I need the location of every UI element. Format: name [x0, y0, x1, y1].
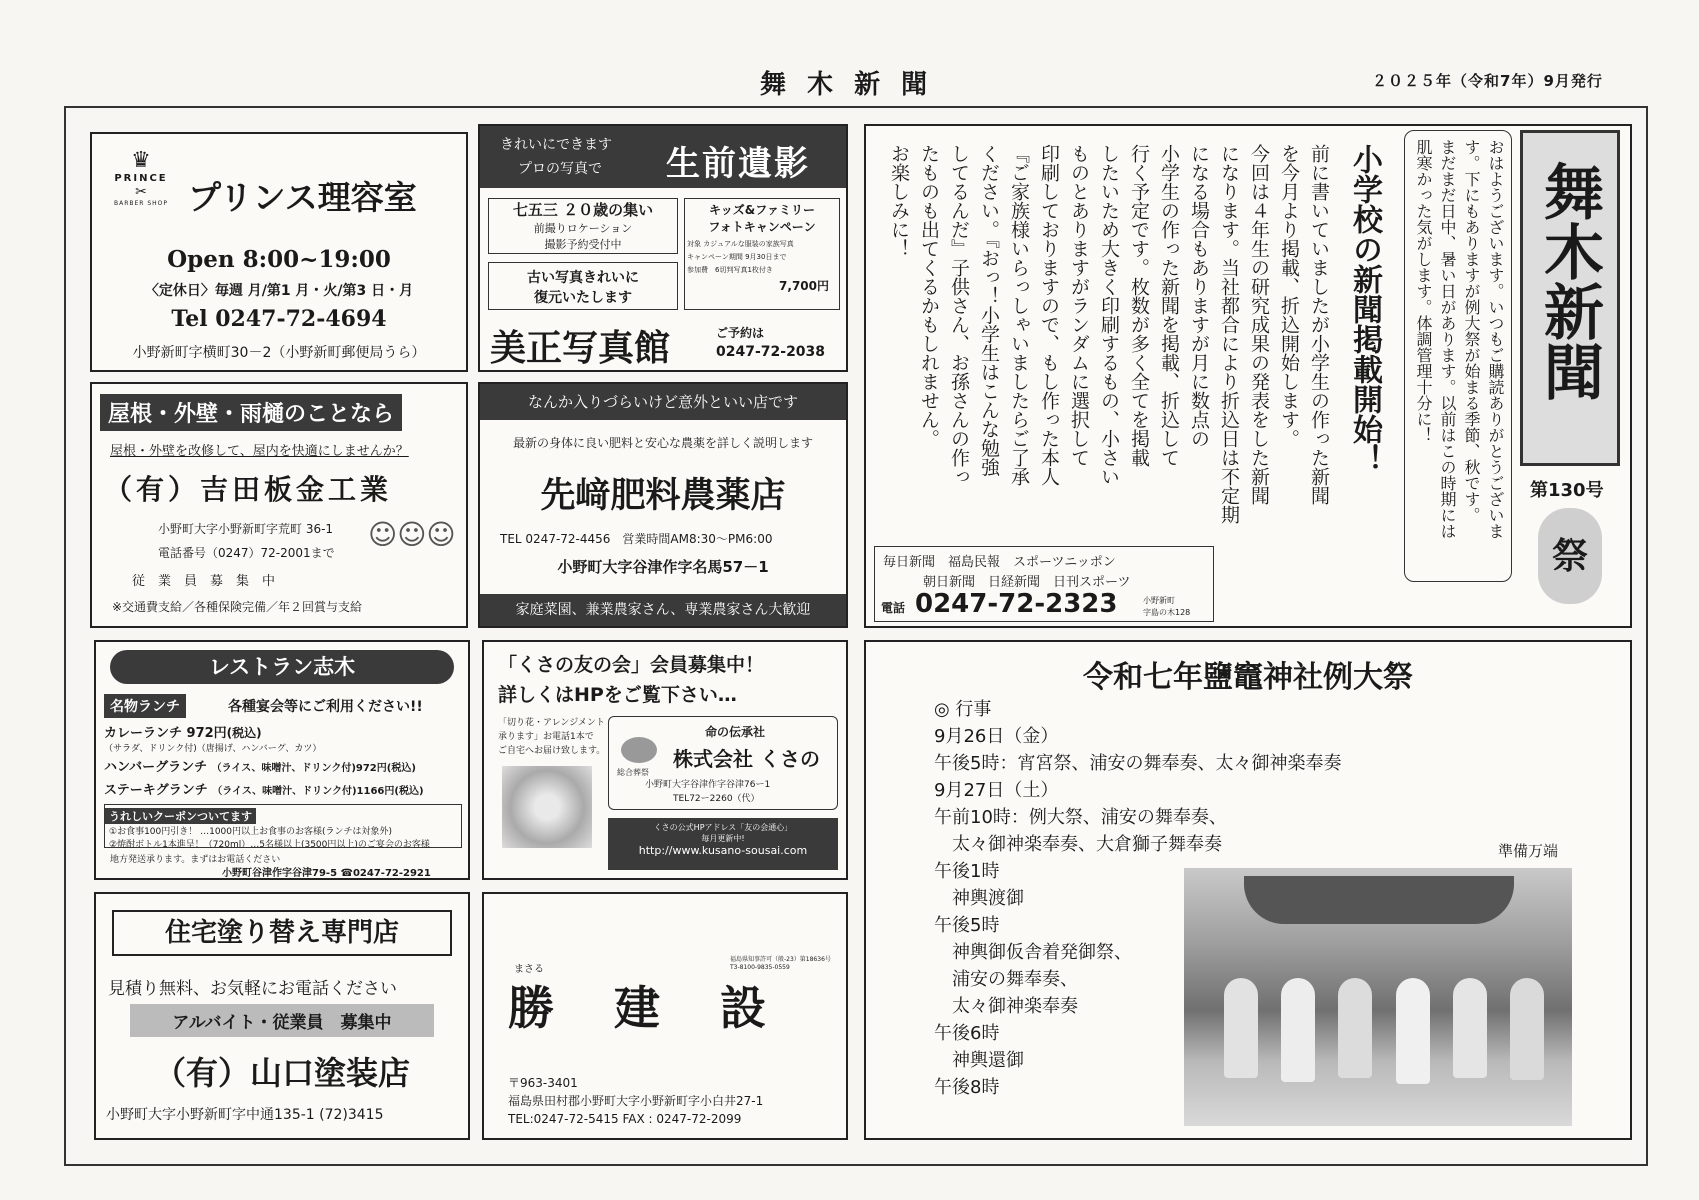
greeting-box: [1404, 130, 1512, 582]
kusano-line2: 詳しくはHPをご覧下さい…: [498, 684, 737, 706]
article-line: になります。当社都合により折込日は不定期: [1218, 144, 1240, 524]
shiki-footer1: 地方発送承ります。まずはお電話ください: [110, 855, 281, 865]
photo-banner: きれいにできます プロの写真で 生前遺影: [480, 126, 846, 188]
kids-box: キッズ&ファミリー フォトキャンペーン 対象 カジュアルな服装の家族写真 キャンペーン期間 9月30日まで 参加費 6切判写真1枚付き 7,700円: [684, 198, 840, 310]
prince-address: 小野新町字横町30－2（小野新町郵便局うら）: [132, 345, 426, 361]
flower-photo: [502, 766, 592, 848]
article-line: 印刷しておりますので、もし作った本人: [1038, 144, 1060, 486]
festival-line: 9月26日（金）: [934, 726, 1059, 747]
article-line: を今月より掲載、折込開始します。: [1278, 144, 1300, 448]
photo-tel: 0247-72-2038: [716, 344, 826, 360]
article-line: になる場合もありますが月に数点の: [1188, 144, 1210, 448]
article-line: ください。『おっ！小学生はこんな勉強: [978, 144, 1000, 477]
yamaguchi-sub: 見積り無料、お気軽にお電話ください: [108, 979, 397, 999]
shiki-menu: カレーランチ 972円(税込) （サラダ、ドリンク付)（唐揚げ、ハンバーグ、カツ） ハンバーグランチ （ライス、味噌汁、ドリンク付)972円(税込) ステーキグランチ （ライス、味噌汁、ドリンク付)1166円(税込): [104, 726, 424, 798]
yoshida-name: （有）吉田板金工業: [104, 473, 393, 506]
people-group: [1224, 978, 1544, 1088]
festival-line: 神輿御仮舎着発御祭、: [934, 942, 1132, 963]
festival-line: 太々御神楽奉奏: [934, 996, 1078, 1017]
kusano-flower-text: 「切り花・アレンジメント 承ります」お電話1本で ご自宅へお届け致します。: [498, 718, 606, 756]
festival-line: 9月27日（土）: [934, 780, 1059, 801]
greeting-line: まだまだ日中、暑い日があります。以前はこの時期には: [1438, 139, 1457, 539]
festival-line: 午後5時: [934, 915, 1000, 936]
masaru-name: 勝 建 設: [508, 981, 789, 1035]
prince-hours: Open 8:00~19:00: [167, 246, 391, 273]
sakizaki-lead: なんか入りづらいけど意外といい店です: [480, 384, 846, 420]
yoshida-headline: 屋根・外壁・雨樋のことなら: [100, 394, 402, 431]
paper-title: 舞 木 新 聞: [760, 70, 934, 100]
festival-schedule: ◎ 行事 9月26日（金） 午後5時：宵宮祭、浦安の舞奉奏、太々御神楽奉奏 9月27日（土） 午前10時：例大祭、浦安の舞奉奏、 太々御神楽奉奏、大倉獅子舞奉奏 午後1時 神輿渡御 午後5時 神輿御仮舎着発御祭、 浦安の舞奉奏、 太々御神楽奉奏 午後6時 神輿還御 午後8時: [934, 696, 1454, 1101]
sakizaki-desc: 最新の身体に良い肥料と安心な農薬を詳しく説明します: [512, 436, 813, 450]
article-line: ものとありますがランダムに選択して: [1068, 144, 1090, 467]
masaru-address: 福島県田村郡小野町大字小野新町字小白井27-1: [508, 1094, 764, 1108]
kusano-url[interactable]: http://www.kusano-sousai.com: [638, 844, 808, 857]
festival-line: 午後6時: [934, 1023, 1000, 1044]
festival-line: 神輿渡御: [934, 888, 1024, 909]
shiki-name: レストラン志木: [110, 650, 454, 684]
yamaguchi-address: 小野町大字小野新町字中通135-1 (72)3415: [106, 1107, 384, 1123]
issue-date: ２０２５年（令和7年）9月発行: [1372, 72, 1603, 90]
shiki-footer2: 小野町谷津作字谷津79-5 ☎0247-72-2921: [222, 868, 431, 879]
article-line: 行く予定です。枚数が多く全てを掲載: [1128, 144, 1150, 467]
yoshida-recruit: 従 業 員 募 集 中: [132, 574, 276, 589]
kusano-logo-icon: [621, 737, 657, 763]
issue-number: 第130号: [1530, 480, 1604, 501]
photo-caption: 準備万端: [1498, 842, 1559, 860]
yamaguchi-ad: [94, 892, 470, 1140]
greeting-line: す。下にもありますが例大祭が始まる季節、秋です。: [1462, 139, 1481, 523]
masaru-postal: 〒963-3401: [508, 1076, 578, 1090]
prince-tel: Tel 0247-72-4694: [171, 306, 387, 332]
yoshida-phone: 電話番号（0247）72-2001まで: [158, 546, 335, 560]
masaru-license2: T3-8100-9835-0559: [730, 964, 790, 971]
article-body: [874, 144, 1334, 544]
lantern-icon: 祭: [1538, 508, 1602, 604]
article-line: してるんだ』子供さん、お孫さんの作っ: [948, 144, 970, 486]
article-line: 『ご家族様いらっしゃいましたらご了承: [1008, 144, 1030, 486]
kusano-line1: 「くさの友の会」会員募集中！: [498, 654, 765, 676]
article-box: [864, 124, 1632, 628]
prince-holiday: 〈定休日〉毎週 月/第1 月・火/第3 日・月: [144, 283, 414, 299]
article-line: お楽しみに！: [888, 144, 910, 258]
festival-line: 午前10時：例大祭、浦安の舞奉奏、: [934, 807, 1227, 828]
yoshida-ad: [90, 382, 468, 628]
festival-line: 午後1時: [934, 861, 1000, 882]
prince-name: プリンス理容室: [188, 178, 417, 217]
shiki-ad: [94, 640, 470, 880]
festival-line: 神輿還御: [934, 1050, 1024, 1071]
masaru-license1: 福島県知事許可（般-23）第18636号: [730, 956, 831, 963]
crown-icon: ♛: [131, 148, 151, 173]
shiki-banquet: 各種宴会等にご利用ください!!: [228, 699, 423, 715]
sakizaki-footer: 家庭菜園、兼業農家さん、専業農家さん大歓迎: [480, 594, 846, 626]
yamaguchi-recruit: アルバイト・従業員 募集中: [130, 1004, 434, 1037]
yamaguchi-headline: 住宅塗り替え専門店: [112, 910, 452, 956]
sakizaki-tel: TEL 0247-72-4456 営業時間AM8:30～PM6:00: [500, 532, 773, 546]
festival-line: 浦安の舞奉奏、: [934, 969, 1078, 990]
greeting-line: おはようございます。いつもご購読ありがとうございま: [1486, 139, 1505, 539]
festival-line: 太々御神楽奉奏、大倉獅子舞奉奏: [934, 834, 1222, 855]
yamaguchi-name: （有）山口塗装店: [153, 1054, 410, 1092]
kusano-ad: [482, 640, 848, 880]
yoshida-sub: 屋根・外壁を改修して、屋内を快適にしませんか？: [110, 444, 409, 459]
masaru-ruby: まさる: [514, 964, 544, 975]
masaru-tel: TEL:0247-72-5415 FAX : 0247-72-2099: [508, 1112, 742, 1126]
shrine-photo: [1184, 868, 1572, 1126]
article-line: 今回は４年生の研究成果の発表をした新聞: [1248, 144, 1270, 505]
festival-box: [864, 640, 1632, 1140]
masaru-ad: [482, 892, 848, 1140]
restore-box: 古い写真きれいに 復元いたします: [488, 262, 678, 310]
kusano-hp-box: くさの公式HPアドレス「友の会通心」 毎月更新中! http://www.kusano-sousai.com: [608, 818, 838, 870]
shrine-roof: [1244, 876, 1514, 924]
kusano-company-box: 命の伝承社 総合葬祭 株式会社 くさの 小野町大字谷津作字谷津76ー1 TEL72ー2260（代）: [608, 716, 838, 810]
article-line: したいため大きく印刷するもの、小さい: [1098, 144, 1120, 486]
article-line: 小学生の作った新聞を掲載、折込して: [1158, 144, 1180, 467]
dealers-box: 毎日新聞 福島民報 スポーツニッポン 朝日新聞 日経新聞 日刊スポーツ 電話 0247-72-2323 小野新町 字島の木128: [874, 546, 1214, 622]
festival-line: 午後8時: [934, 1077, 1000, 1098]
photo-reserve: ご予約は: [716, 326, 765, 340]
photo-ad: [478, 124, 848, 372]
photo-shop: 美正写真館: [490, 327, 671, 369]
scissors-icon: ✂: [135, 184, 147, 200]
article-line: たものも出てくるかもしれません。: [918, 144, 940, 448]
article-line: 前に書いていましたが小学生の作った新聞: [1308, 144, 1330, 505]
prince-logo: ♛ PRINCE ✂ BARBER SHOP: [106, 148, 176, 207]
festival-line: 午後5時：宵宮祭、浦安の舞奉奏、太々御神楽奉奏: [934, 753, 1342, 774]
sakizaki-ad: [478, 382, 848, 628]
yoshida-note: ※交通費支給／各種保険完備／年２回賞与支給: [112, 600, 363, 614]
sakizaki-address: 小野町大字谷津作字名馬57－1: [557, 558, 769, 576]
staff-illustration: ☺☺☺: [368, 518, 456, 551]
yoshida-address: 小野町大字小野新町字荒町 36-1: [158, 522, 334, 536]
prince-ad: [90, 132, 468, 372]
article-title: 小学校の新聞掲載開始！: [1347, 144, 1382, 474]
shiki-tag: 名物ランチ: [104, 694, 186, 718]
greeting-line: 肌寒かった気がします。体調管理十分に！: [1414, 139, 1433, 443]
shiki-coupon: うれしいクーポンついてます ①お食事100円引き！ …1000円以上お食事のお客様(ランチは対象外) ②焼酎ボトル1本進呈！（720ml）…5名様以上(3500円以上)のご宴会のお客様: [104, 804, 462, 848]
sakizaki-name: 先﨑肥料農薬店: [540, 475, 786, 516]
shichigo-box: 七五三 ２０歳の集い 前撮りロケーション 撮影予約受付中: [488, 198, 678, 254]
masthead: 舞木新聞: [1520, 130, 1620, 466]
festival-title: 令和七年鹽竈神社例大祭: [1083, 660, 1413, 695]
